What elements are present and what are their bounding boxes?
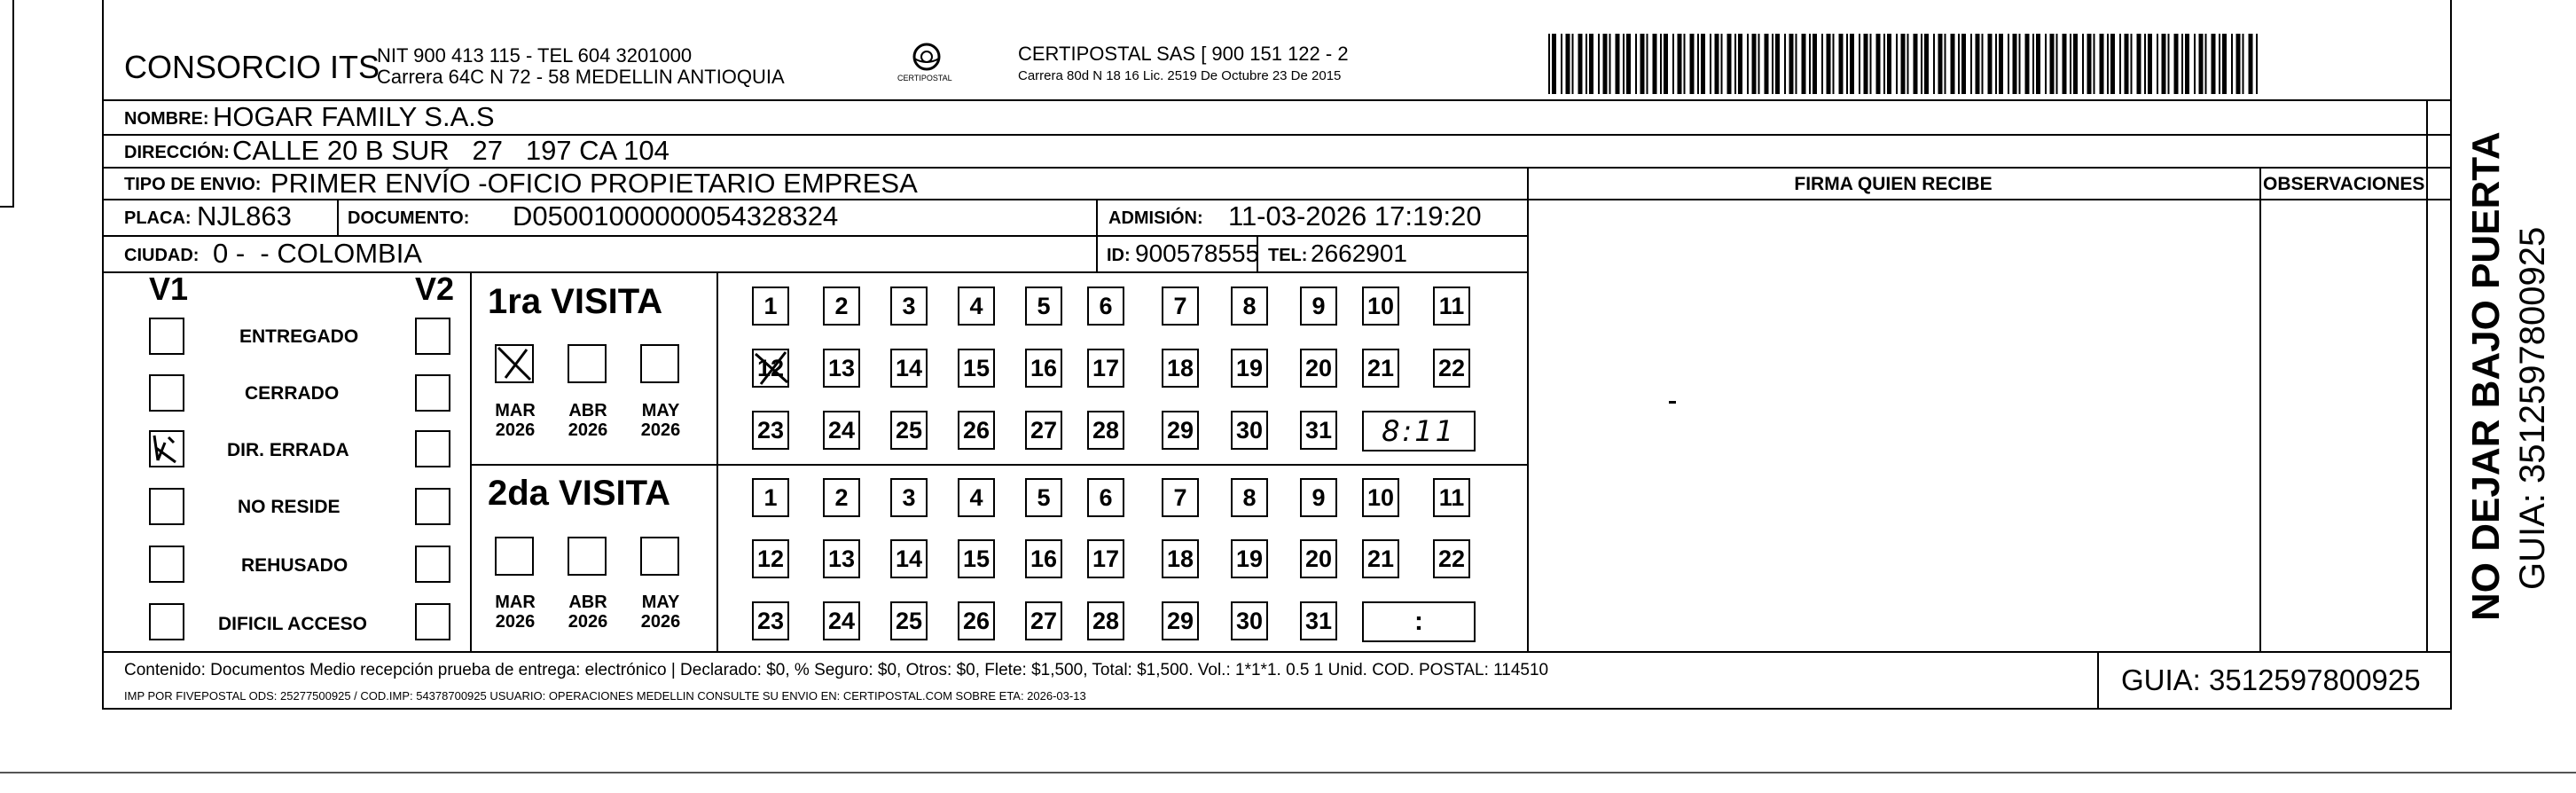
barcode-bar [1813, 34, 1817, 94]
nit-line: NIT 900 413 115 - TEL 604 3201000 [377, 44, 693, 67]
barcode-bar [1827, 34, 1831, 94]
barcode-bar [1784, 34, 1786, 94]
visit1-day-2[interactable]: 2 [823, 287, 860, 326]
barcode-bar [1586, 34, 1587, 94]
handwritten-day-mark [752, 349, 791, 388]
visit1-day-21[interactable]: 21 [1362, 349, 1399, 388]
visit2-month-may: MAY 2026 [640, 593, 681, 632]
barcode-bar [1721, 34, 1723, 94]
visit2-time-box[interactable] [1362, 601, 1476, 642]
barcode-bar [2063, 34, 2067, 94]
barcode-bar [1772, 34, 1773, 94]
visit2-time: : [1414, 607, 1423, 636]
barcode-bar [1775, 34, 1780, 94]
barcode-bar [1870, 34, 1872, 94]
v1-checkbox-dificil-acceso[interactable] [149, 603, 184, 640]
footer-guia: GUIA: 3512597800925 [2121, 663, 2421, 696]
barcode-bar [1988, 34, 1993, 94]
barcode-bar [1976, 34, 1980, 94]
handwritten-cross-mark [495, 344, 534, 383]
barcode-bar [1684, 34, 1686, 94]
firma-header: FIRMA QUIEN RECIBE [1794, 174, 1993, 194]
visit1-day-17[interactable]: 17 [1087, 349, 1124, 388]
barcode-bar [2131, 34, 2133, 94]
barcode-bar [1548, 34, 1550, 94]
visit2-day-13[interactable]: 13 [823, 539, 860, 578]
handwritten-check-mark [149, 430, 184, 467]
visit2-day-2[interactable]: 2 [823, 478, 860, 517]
barcode-bar [1914, 34, 1918, 94]
barcode-bar [2045, 34, 2047, 94]
barcode-bar [2056, 34, 2058, 94]
barcode-bar [1951, 34, 1955, 94]
id-label: ID: [1107, 246, 1131, 265]
barcode-bar [1945, 34, 1946, 94]
v1-checkbox-no-reside[interactable] [149, 488, 184, 525]
barcode-bar [1603, 34, 1608, 94]
visit1-day-7[interactable]: 7 [1162, 287, 1199, 326]
visit1-day-23[interactable]: 23 [752, 411, 789, 450]
barcode-bar [1789, 34, 1794, 94]
visit2-day-5[interactable]: 5 [1025, 478, 1062, 517]
visit2-day-4[interactable]: 4 [958, 478, 995, 517]
license-line: Carrera 80d N 18 16 Lic. 2519 De Octubre 23 De 2015 [1018, 68, 1342, 83]
visit2-day-11[interactable]: 11 [1433, 478, 1470, 517]
barcode-bar [1566, 34, 1570, 94]
barcode-bar [1701, 34, 1705, 94]
v1-checkbox-cerrado[interactable] [149, 374, 184, 412]
barcode-bar [2025, 34, 2030, 94]
barcode-bar [1616, 34, 1620, 94]
barcode-bar [1690, 34, 1695, 94]
ciudad-label: CIUDAD: [124, 246, 200, 265]
visit2-day-8[interactable]: 8 [1231, 478, 1268, 517]
barcode-bar [1561, 34, 1562, 94]
barcode-bar [1802, 34, 1806, 94]
barcode-bar [1572, 34, 1574, 94]
visit1-day-1[interactable]: 1 [752, 287, 789, 326]
placa-label: PLACA: [124, 208, 192, 228]
visit2-day-28[interactable]: 28 [1087, 601, 1124, 640]
barcode-bar [2256, 34, 2258, 94]
barcode-bar [1734, 34, 1736, 94]
visit1-day-10[interactable]: 10 [1362, 287, 1399, 326]
visit2-day-18[interactable]: 18 [1162, 539, 1199, 578]
barcode-bar [1982, 34, 1984, 94]
visit1-day-24[interactable]: 24 [823, 411, 860, 450]
v2-checkbox-rehusado[interactable] [415, 546, 450, 583]
barcode-bar [2107, 34, 2109, 94]
v2-checkbox-dificil-acceso[interactable] [415, 603, 450, 640]
direccion-label: DIRECCIÓN: [124, 143, 230, 162]
scan-edge-line [0, 772, 2576, 773]
barcode-bar [2174, 34, 2179, 94]
barcode-bar [1839, 34, 1844, 94]
visit2-day-24[interactable]: 24 [823, 601, 860, 640]
tipo-envio-value: PRIMER ENVÍO -OFICIO PROPIETARIO EMPRESA [270, 168, 918, 199]
v2-checkbox-entregado[interactable] [415, 318, 450, 355]
visit1-day-26[interactable]: 26 [958, 411, 995, 450]
barcode-bar [2110, 34, 2115, 94]
barcode-bar [1589, 34, 1593, 94]
barcode-bar [1896, 34, 1898, 94]
barcode-bar [2212, 34, 2216, 94]
visit1-day-13[interactable]: 13 [823, 349, 860, 388]
barcode-bar [1901, 34, 1906, 94]
id-value: 900578555 [1135, 239, 1260, 267]
barcode-bar [1933, 34, 1935, 94]
visit1-day-27[interactable]: 27 [1025, 411, 1062, 450]
admision-label: ADMISIÓN: [1108, 208, 1203, 228]
visit1-month-checkbox-abr[interactable] [568, 344, 607, 383]
visit1-day-22[interactable]: 22 [1433, 349, 1470, 388]
visit1-day-15[interactable]: 15 [958, 349, 995, 388]
barcode-bar [2070, 34, 2071, 94]
visit2-day-1[interactable]: 1 [752, 478, 789, 517]
barcode-bar [1727, 34, 1732, 94]
barcode-bar [1660, 34, 1662, 94]
barcode-bar [2185, 34, 2189, 94]
certipostal-logo [896, 39, 958, 85]
visit2-day-9[interactable]: 9 [1300, 478, 1337, 517]
visit2-day-17[interactable]: 17 [1087, 539, 1124, 578]
barcode-bar [2194, 34, 2196, 94]
barcode-bar [2008, 34, 2009, 94]
visit1-day-14[interactable]: 14 [890, 349, 928, 388]
signature-mark [1669, 401, 1676, 404]
visit2-title: 2da VISITA [488, 474, 670, 513]
barcode-bar [1887, 34, 1891, 94]
barcode-bar [1846, 34, 1848, 94]
barcode-bar [1598, 34, 1600, 94]
visit1-title: 1ra VISITA [488, 282, 663, 321]
barcode-bar [1859, 34, 1860, 94]
logo-caption: CERTIPOSTAL [897, 74, 952, 82]
address-line: Carrera 64C N 72 - 58 MEDELLIN ANTIOQUIA [377, 66, 785, 88]
tipo-envio-label: TIPO DE ENVIO: [124, 175, 262, 194]
visit1-day-16[interactable]: 16 [1025, 349, 1062, 388]
status-dificil-acceso: DIFICIL ACCESO [218, 614, 368, 634]
visit1-day-4[interactable]: 4 [958, 287, 995, 326]
side-warning: NO DEJAR BAJO PUERTA [2464, 131, 2508, 621]
barcode-bar [1758, 34, 1760, 94]
barcode-bar [1752, 34, 1757, 94]
visit1-day-6[interactable]: 6 [1087, 287, 1124, 326]
observaciones-header: OBSERVACIONES [2263, 174, 2425, 194]
visit2-day-7[interactable]: 7 [1162, 478, 1199, 517]
barcode-bar [2125, 34, 2129, 94]
visit1-day-12[interactable]: 12 [752, 349, 789, 388]
v2-label: V2 [415, 271, 455, 307]
barcode-bar [1765, 34, 1769, 94]
visit2-day-21[interactable]: 21 [1362, 539, 1399, 578]
barcode-bar [1833, 34, 1835, 94]
visit1-month-abr: ABR 2026 [568, 401, 608, 440]
contenido-line: Contenido: Documentos Medio recepción prueba de entrega: electrónico | Declarado: $0, % Seguro: $0, Otros: $0, Flete: $1,500, Total: $1,500. Vol.: 1*1*1. 0.5 1 Unid. COD. POSTAL: 114510 [124, 661, 1549, 679]
visit2-month-abr: ABR 2026 [568, 593, 608, 632]
barcode-bar [1623, 34, 1625, 94]
v2-checkbox-no-reside[interactable] [415, 488, 450, 525]
nombre-value: HOGAR FAMILY S.A.S [213, 101, 495, 132]
barcode-bar [2168, 34, 2170, 94]
visit1-day-18[interactable]: 18 [1162, 349, 1199, 388]
visit2-day-23[interactable]: 23 [752, 601, 789, 640]
barcode-bar [2144, 34, 2146, 94]
v2-checkbox-cerrado[interactable] [415, 374, 450, 412]
visit2-day-22[interactable]: 22 [1433, 539, 1470, 578]
visit2-month-mar: MAR 2026 [495, 593, 536, 632]
barcode-bar [2205, 34, 2207, 94]
visit2-day-16[interactable]: 16 [1025, 539, 1062, 578]
visit1-day-30[interactable]: 30 [1231, 411, 1268, 450]
visit2-day-27[interactable]: 27 [1025, 601, 1062, 640]
barcode-bar [1999, 34, 2003, 94]
barcode-bar [2137, 34, 2141, 94]
visit2-month-checkbox-mar[interactable] [495, 537, 534, 576]
v2-checkbox-dir-errada[interactable] [415, 430, 450, 467]
visit2-month-checkbox-abr[interactable] [568, 537, 607, 576]
visit1-day-5[interactable]: 5 [1025, 287, 1062, 326]
barcode-bar [2162, 34, 2166, 94]
status-no-reside: NO RESIDE [238, 497, 341, 517]
barcode-bar [2148, 34, 2152, 94]
status-cerrado: CERRADO [245, 383, 340, 404]
visit1-month-checkbox-may[interactable] [640, 344, 679, 383]
barcode-bar [1715, 34, 1719, 94]
ciudad-value: 0 - - COLOMBIA [213, 238, 422, 269]
barcode-bar [1850, 34, 1854, 94]
barcode-bar [1921, 34, 1922, 94]
barcode-bar [1864, 34, 1868, 94]
visit1-month-checkbox-mar[interactable] [495, 344, 534, 383]
barcode-bar [2119, 34, 2121, 94]
barcode-bar [1552, 34, 1556, 94]
barcode-bar [2094, 34, 2095, 94]
barcode-bar [2050, 34, 2055, 94]
barcode-bar [1995, 34, 1997, 94]
visit2-day-12[interactable]: 12 [752, 539, 789, 578]
barcode-bar [1970, 34, 1972, 94]
visit2-day-25[interactable]: 25 [890, 601, 928, 640]
visit1-day-3[interactable]: 3 [890, 287, 928, 326]
barcode-bar [1958, 34, 1960, 94]
v1-label: V1 [149, 271, 189, 307]
barcode-bar [1961, 34, 1966, 94]
visit1-time: 8:11 [1382, 414, 1456, 448]
visit1-month-mar: MAR 2026 [495, 401, 536, 440]
barcode-bar [2222, 34, 2227, 94]
v1-checkbox-dir-errada[interactable] [149, 430, 184, 467]
visit2-day-20[interactable]: 20 [1300, 539, 1337, 578]
barcode-bar [1653, 34, 1657, 94]
barcode-bar [2236, 34, 2241, 94]
barcode-bar [2219, 34, 2220, 94]
placa-value: NJL863 [197, 200, 292, 232]
barcode-bar [2249, 34, 2253, 94]
visit1-day-11[interactable]: 11 [1433, 287, 1470, 326]
barcode-bar [1640, 34, 1645, 94]
barcode-bar [1678, 34, 1682, 94]
tel-value: 2662901 [1311, 239, 1408, 267]
visit1-time-box[interactable] [1362, 411, 1476, 451]
visit2-day-31[interactable]: 31 [1300, 601, 1337, 640]
visit2-day-29[interactable]: 29 [1162, 601, 1199, 640]
barcode-bar [1697, 34, 1699, 94]
barcode-bar [1809, 34, 1811, 94]
barcode-bar [2073, 34, 2078, 94]
barcode-bar [2157, 34, 2158, 94]
left-edge-fragment [0, 0, 14, 208]
visit1-day-9[interactable]: 9 [1300, 287, 1337, 326]
visit2-month-checkbox-may[interactable] [640, 537, 679, 576]
barcode-bar [1609, 34, 1611, 94]
visit2-day-3[interactable]: 3 [890, 478, 928, 517]
barcode-bar [1578, 34, 1583, 94]
barcode-bar [2036, 34, 2040, 94]
barcode-bar [1647, 34, 1648, 94]
imp-line: IMP POR FIVEPOSTAL ODS: 25277500925 / COD.IMP: 54378700925 USUARIO: OPERACIONES MEDELLIN CONSULTE SU ENVIO EN: CERTIPOSTAL.COM SOBRE ETA: 2026-03-13 [124, 689, 1086, 703]
barcode-bar [1924, 34, 1929, 94]
barcode-bar [2243, 34, 2244, 94]
barcode-bar [2013, 34, 2017, 94]
barcode-bar [1710, 34, 1711, 94]
visit1-month-may: MAY 2026 [640, 401, 681, 440]
barcode-bar [2181, 34, 2183, 94]
visit1-day-28[interactable]: 28 [1087, 411, 1124, 450]
barcode-bar [1821, 34, 1823, 94]
visit1-day-19[interactable]: 19 [1231, 349, 1268, 388]
visit1-day-8[interactable]: 8 [1231, 287, 1268, 326]
visit2-day-19[interactable]: 19 [1231, 539, 1268, 578]
barcode-bar [1883, 34, 1885, 94]
visit2-day-14[interactable]: 14 [890, 539, 928, 578]
barcode-bar [1907, 34, 1909, 94]
admision-value: 11-03-2026 17:19:20 [1228, 200, 1482, 232]
v1-checkbox-entregado[interactable] [149, 318, 184, 355]
barcode-bar [1672, 34, 1674, 94]
visit1-day-20[interactable]: 20 [1300, 349, 1337, 388]
status-rehusado: REHUSADO [241, 555, 348, 576]
side-guia: GUIA: 3512597800925 [2513, 226, 2552, 590]
status-dir-errada: DIR. ERRADA [227, 440, 349, 460]
v1-checkbox-rehusado[interactable] [149, 546, 184, 583]
barcode-bar [2082, 34, 2084, 94]
visit2-day-15[interactable]: 15 [958, 539, 995, 578]
tel-label: TEL: [1268, 246, 1308, 265]
barcode-bar [2032, 34, 2034, 94]
barcode-bar [1626, 34, 1631, 94]
visit2-day-30[interactable]: 30 [1231, 601, 1268, 640]
visit1-day-29[interactable]: 29 [1162, 411, 1199, 450]
barcode-bar [2199, 34, 2204, 94]
nombre-label: NOMBRE: [124, 109, 209, 129]
documento-label: DOCUMENTO: [348, 208, 470, 228]
barcode-bar [2087, 34, 2092, 94]
barcode-bar [1635, 34, 1637, 94]
barcode-bar [1938, 34, 1943, 94]
barcode-bar [1747, 34, 1749, 94]
documento-value: D05001000000054328324 [513, 200, 839, 232]
visit1-day-31[interactable]: 31 [1300, 411, 1337, 450]
barcode-bar [1876, 34, 1881, 94]
visit1-day-25[interactable]: 25 [890, 411, 928, 450]
barcode-bar [2019, 34, 2021, 94]
barcode-bar [1664, 34, 1668, 94]
barcode-bar [2231, 34, 2233, 94]
barcode-bar [1796, 34, 1797, 94]
visit2-day-10[interactable]: 10 [1362, 478, 1399, 517]
status-entregado: ENTREGADO [239, 326, 359, 347]
visit2-day-6[interactable]: 6 [1087, 478, 1124, 517]
company-name: CONSORCIO ITS [124, 49, 380, 85]
barcode [1548, 34, 2263, 94]
barcode-bar [2100, 34, 2104, 94]
visit2-day-26[interactable]: 26 [958, 601, 995, 640]
barcode-bar [1738, 34, 1742, 94]
direccion-value: CALLE 20 B SUR 27 197 CA 104 [232, 135, 669, 166]
courier-line: CERTIPOSTAL SAS [ 900 151 122 - 2 [1018, 43, 1349, 65]
